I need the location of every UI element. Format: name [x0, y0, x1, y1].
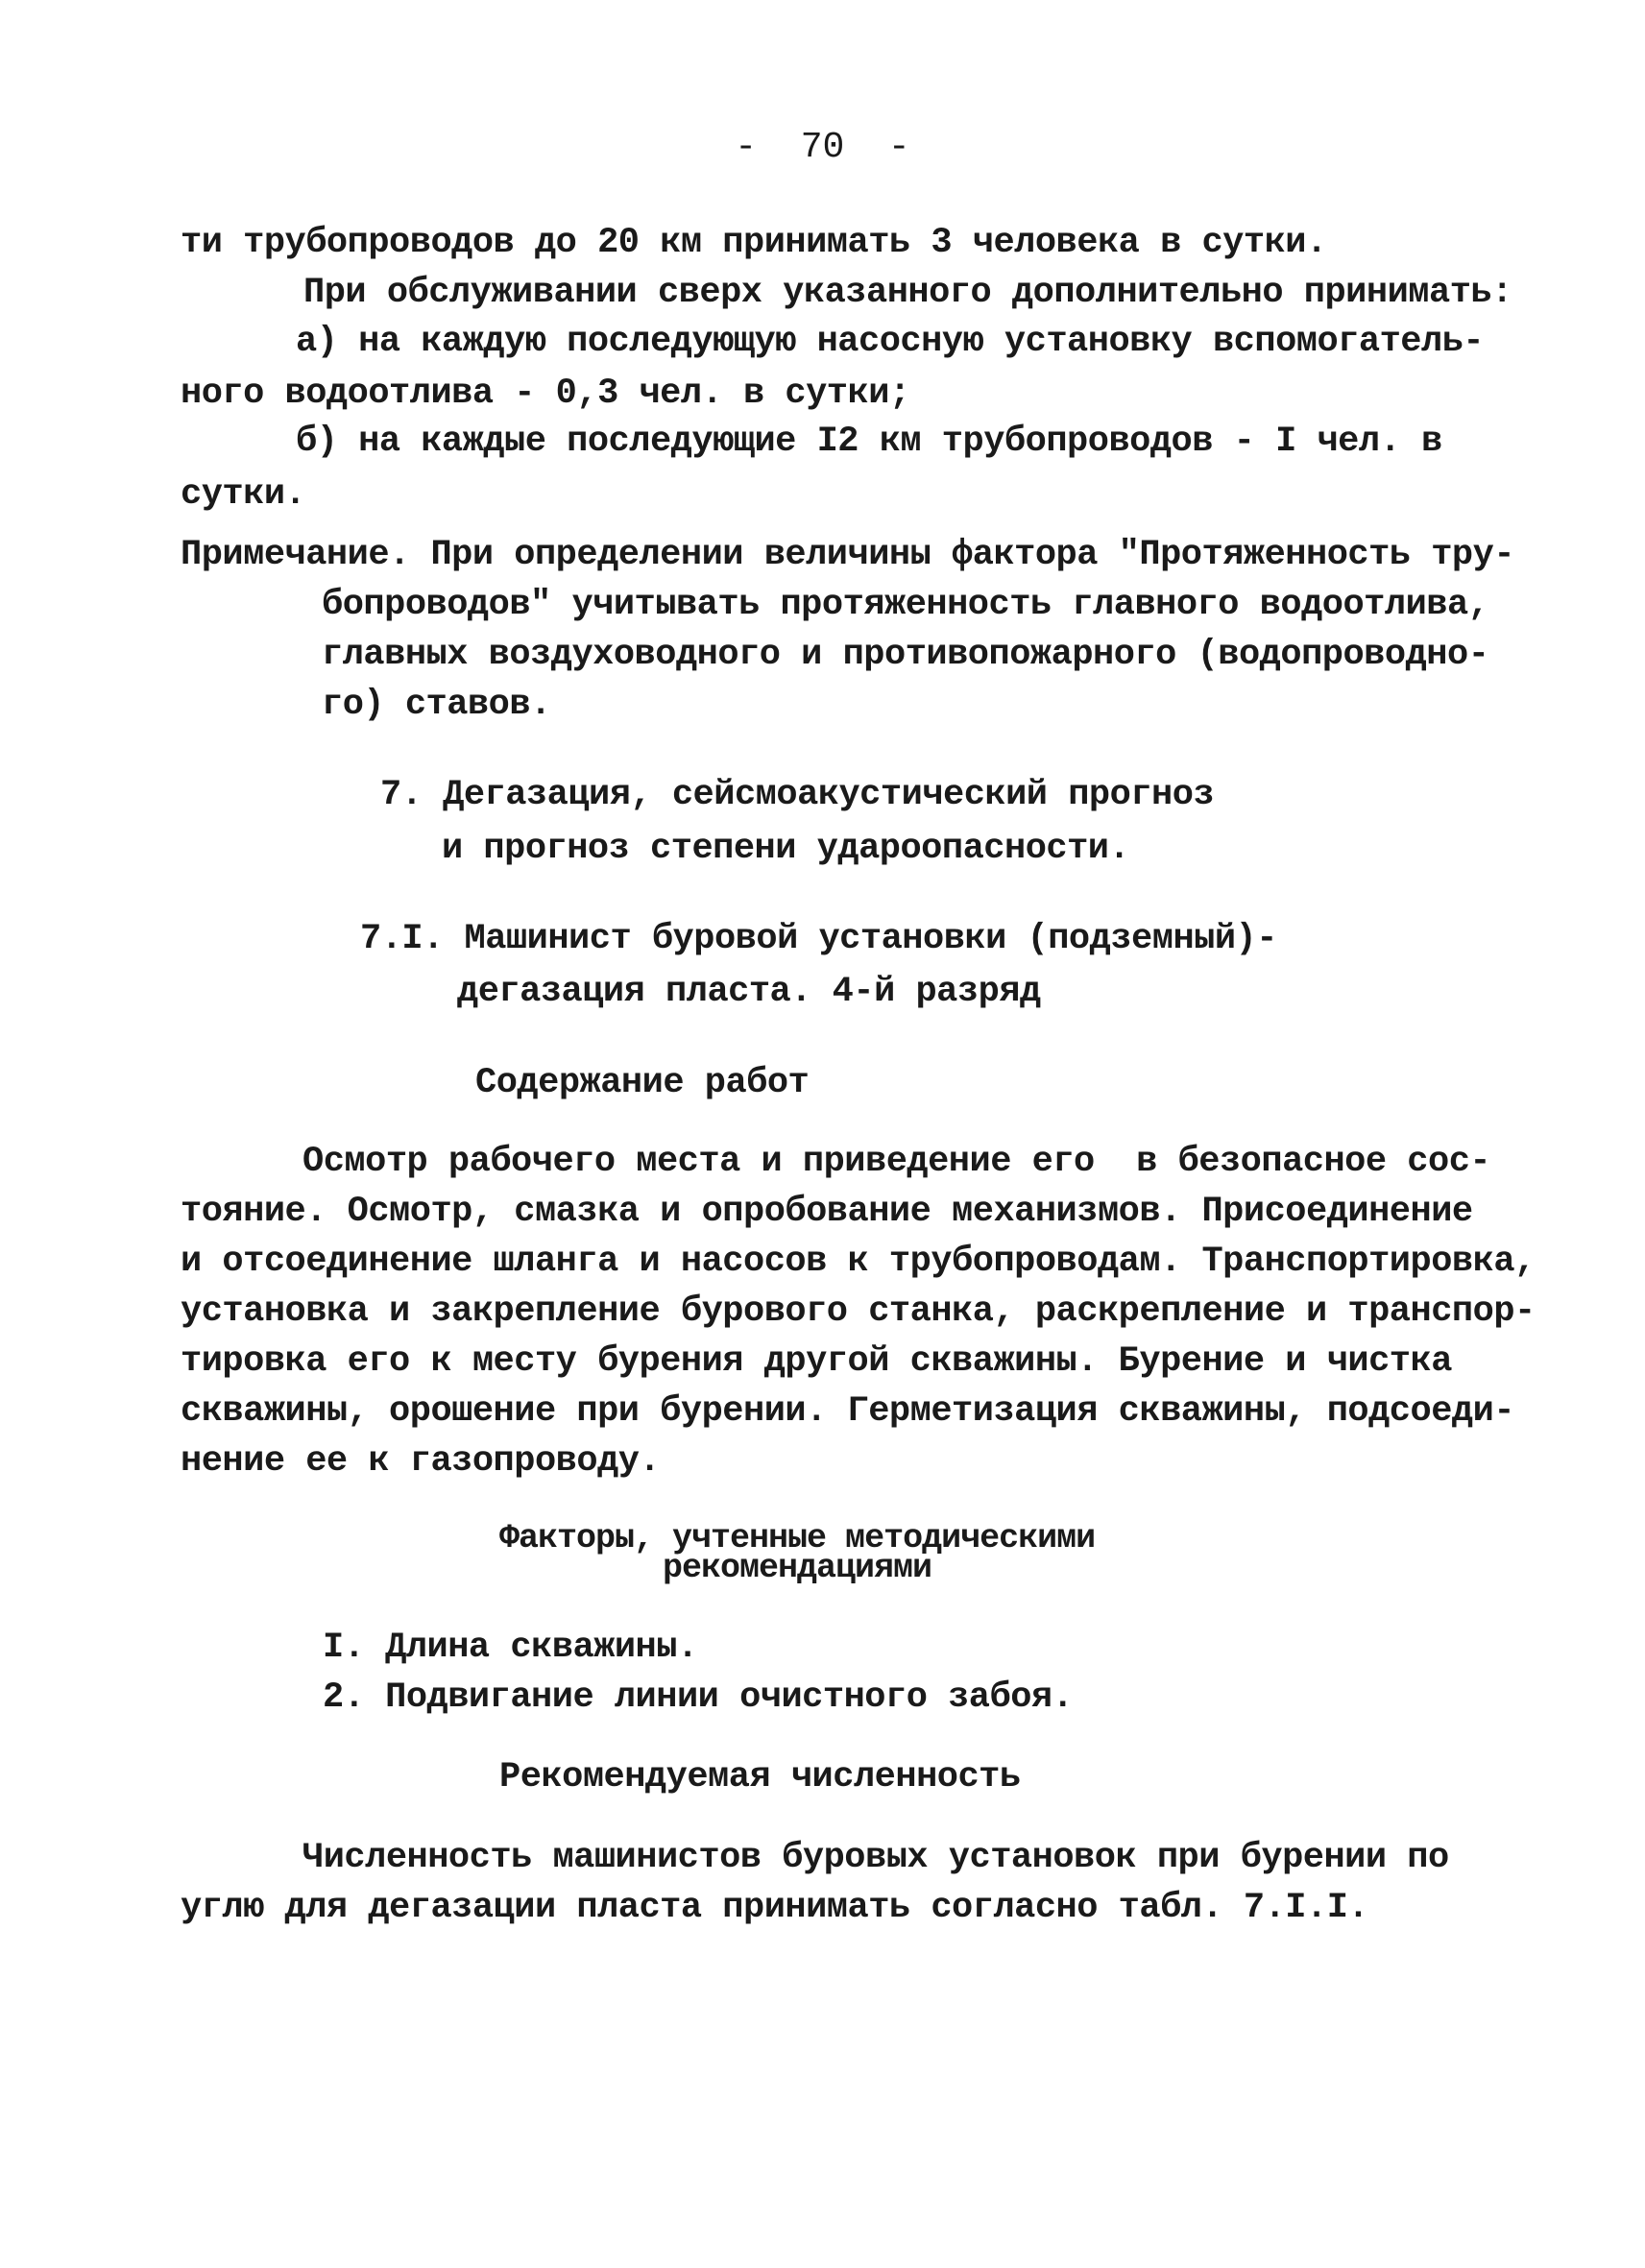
section-heading: и прогноз степени удароопасности. [442, 829, 1130, 869]
text-line: тояние. Осмотр, смазка и опробование механизмов. Присоединение [181, 1192, 1473, 1232]
text-line: углю для дегазации пласта принимать согласно табл. 7.I.I. [181, 1888, 1369, 1928]
list-item-a: а) на каждую последующую насосную установку вспомогатель- [296, 322, 1485, 362]
list-item: I. Длина скважины. [323, 1628, 698, 1668]
text-line: ного водоотлива - 0,3 чел. в сутки; [181, 374, 910, 414]
text-line: При обслуживании сверх указанного дополнительно принимать: [303, 273, 1512, 313]
text-line: нение ее к газопроводу. [181, 1441, 661, 1482]
subsection-heading: дегазация пласта. 4-й разряд [457, 972, 1041, 1012]
subsection-heading: 7.I. Машинист буровой установки (подземный)- [360, 919, 1277, 959]
text-line: Численность машинистов буровых установок при бурении по [302, 1838, 1449, 1878]
text-line: Осмотр рабочего места и приведение его в безопасное сос- [302, 1142, 1491, 1182]
text-line: сутки. [181, 474, 306, 515]
recommended-heading: Рекомендуемая численность [499, 1757, 1021, 1798]
text-line: тировка его к месту бурения другой скважины. Бурение и чистка [181, 1341, 1452, 1382]
list-item-b: б) на каждые последующие I2 км трубопроводов - I чел. в [296, 422, 1442, 462]
factors-heading: рекомендациями [663, 1549, 932, 1587]
text-line: и отсоединение шланга и насосов к трубопроводам. Транспортировка, [181, 1242, 1536, 1282]
note-line: главных воздуховодного и противопожарного (водопроводно- [322, 635, 1489, 675]
note-line: Примечание. При определении величины фактора "Протяженность тру- [181, 535, 1515, 575]
note-line: го) ставов. [322, 685, 551, 725]
note-line: бопроводов" учитывать протяженность главного водоотлива, [322, 585, 1489, 625]
page-number: - 70 - [735, 127, 910, 168]
text-line: установка и закрепление бурового станка, раскрепление и транспор- [181, 1291, 1536, 1332]
text-line: ти трубопроводов до 20 км принимать 3 человека в сутки. [181, 223, 1327, 263]
section-heading: 7. Дегазация, сейсмоакустический прогноз [380, 775, 1215, 815]
work-content-heading: Содержание работ [475, 1063, 810, 1103]
text-line: скважины, орошение при бурении. Герметизация скважины, подсоеди- [181, 1391, 1515, 1432]
factors-heading: Факторы, учтенные методическими [499, 1519, 1096, 1557]
list-item: 2. Подвигание линии очистного забоя. [323, 1677, 1074, 1718]
